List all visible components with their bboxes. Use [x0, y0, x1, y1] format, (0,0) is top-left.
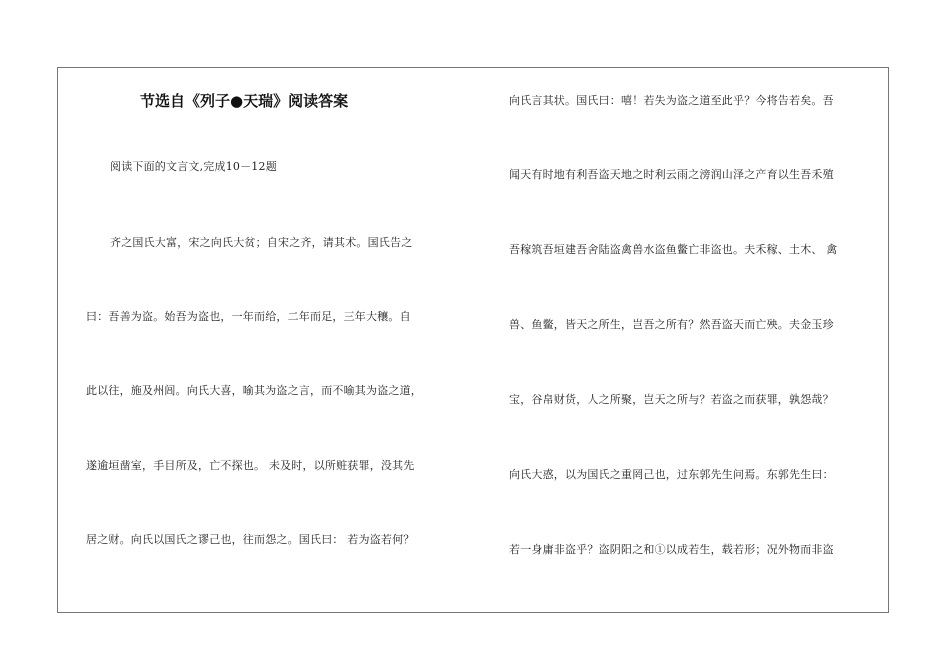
left-line-2: 曰：吾善为盗。始吾为盗也，一年而给，二年而足，三年大穰。自: [86, 310, 411, 323]
document-title: 节选自《列子●天瑞》阅读答案: [140, 92, 349, 110]
document-frame: [57, 67, 889, 613]
right-line-6: 向氏大惑，以为国氏之重罔己也，过东郭先生问焉。东郭先生曰：: [509, 468, 834, 481]
right-line-1: 向氏言其状。国氏曰：嘻！若失为盗之道至此乎？今将告若矣。吾: [509, 94, 834, 107]
instruction-text: 阅读下面的文言文,完成10－12题: [110, 160, 277, 173]
right-line-3: 吾稼筑吾垣建吾舍陆盗禽兽水盗鱼鳖亡非盗也。夫禾稼、土木、 禽: [509, 243, 838, 256]
left-line-3: 此以往，施及州闾。向氏大喜，喻其为盗之言，而不喻其为盗之道，: [86, 384, 422, 397]
left-line-5: 居之财。向氏以国氏之谬己也，往而怨之。国氏曰： 若为盗若何？: [86, 533, 415, 546]
right-line-7: 若一身庸非盗乎？盗阴阳之和①以成若生，载若形；况外物而非盗: [509, 543, 834, 556]
left-line-4: 遂逾垣凿室，手目所及，亡不探也。 未及时，以所赃获罪，没其先: [86, 459, 415, 472]
left-line-1: 齐之国氏大富，宋之向氏大贫；自宋之齐，请其术。国氏告之: [110, 236, 413, 249]
right-line-4: 兽、鱼鳖，皆天之所生，岂吾之所有？然吾盗天而亡殃。夫金玉珍: [509, 318, 834, 331]
right-line-5: 宝，谷帛财货，人之所聚，岂天之所与？若盗之而获罪，孰怨哉？: [509, 393, 834, 406]
right-line-2: 闻天有时地有利吾盗天地之时利云雨之滂润山泽之产育以生吾禾殖: [509, 168, 834, 181]
